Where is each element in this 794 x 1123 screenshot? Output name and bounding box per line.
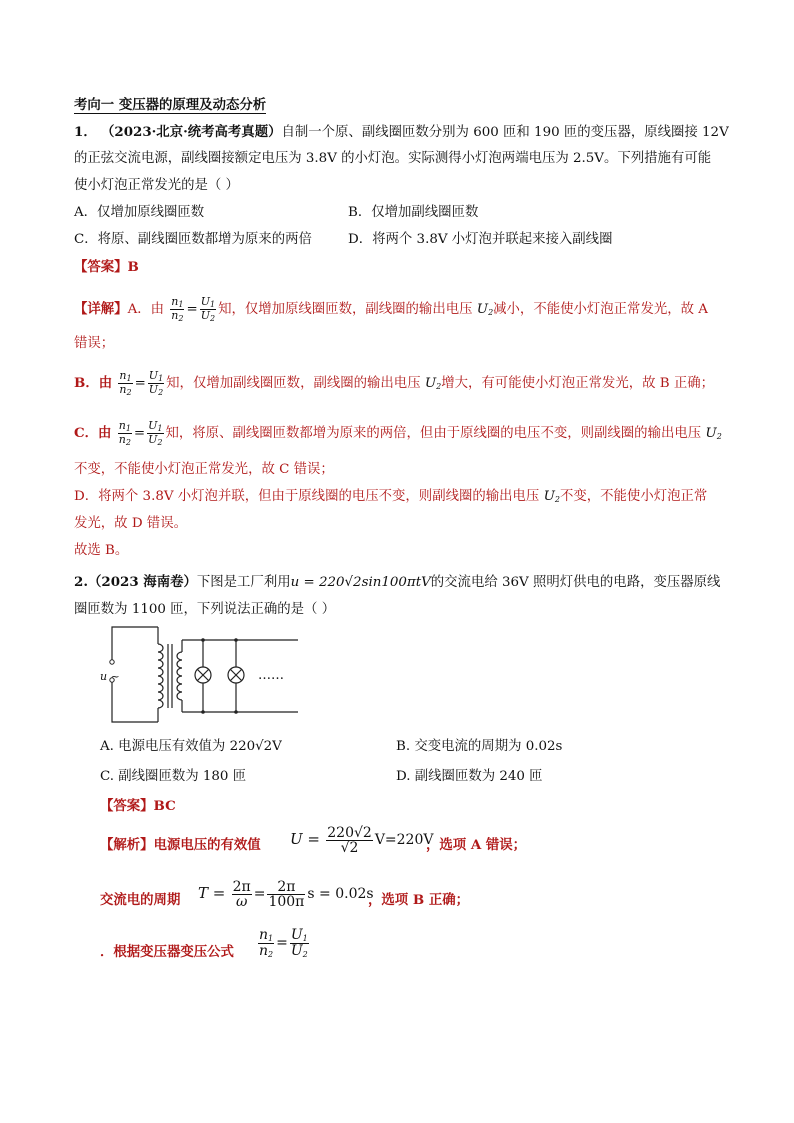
circuit-source-label: u ~: [100, 670, 120, 683]
q2-analysis-3: ．根据变压器变压公式: [100, 944, 234, 960]
q1-detail-a: 【详解】A．由 $\frac{n_1}{n_2}$ = $\frac{U_1}{U_2}$ 知，仅增加原线圈匝数，副线圈的输出电压 $U_2$减小，不能使小灯泡正常发光，故 A: [74, 295, 708, 323]
q1-detail-c-2: 不变，不能使小灯泡正常发光，故 C 错误；: [74, 462, 334, 477]
q2-answer: 【答案】BC: [100, 798, 176, 814]
q1-detail-d-2: 发光，故 D 错误。: [74, 516, 187, 531]
q1-stem-1: 自制一个原、副线圈匝数分别为 600 匝和 190 匝的变压器，原线圈接 12V: [281, 125, 729, 140]
q1-detail-d: D．将两个 3.8V 小灯泡并联，但由于原线圈的电压不变，则副线圈的输出电压 $U_2$不变，不能使小灯泡正常: [74, 489, 708, 504]
q1-detail-b: B．由 $\frac{n_1}{n_2}$ = $\frac{U_1}{U_2}$ 知，仅增加副线圈匝数，副线圈的输出电压 $U_2$增大，有可能使小灯泡正常发光，故 B 正确；: [74, 369, 715, 397]
q1-answer: 【答案】B: [74, 259, 139, 275]
q1-option-c: C．将原、副线圈匝数都增为原来的两倍: [74, 232, 312, 247]
q1-option-a: A．仅增加原线圈匝数: [74, 205, 205, 220]
q2-analysis-1-eq: U = $\frac{220√2}{√2}$ V=220V: [290, 825, 434, 856]
q1-option-b: B．仅增加副线圈匝数: [348, 205, 479, 220]
q2-option-c: C. 副线圈匝数为 180 匝: [100, 769, 247, 784]
q2-formula: u = 220√2sin100πtV: [290, 575, 431, 590]
q1-conclusion: 故选 B。: [74, 543, 129, 558]
q1-stem-2: 的正弦交流电源，副线圈接额定电压为 3.8V 的小灯泡。实际测得小灯泡两端电压为 2.5V。下列措施有可能: [74, 151, 712, 166]
q2-option-b: B. 交变电流的周期为 0.02s: [396, 739, 563, 754]
detail-tag: 【详解】: [74, 301, 128, 317]
q1-stem-3: 使小灯泡正常发光的是（ ）: [74, 178, 239, 193]
q2-analysis-3-eq: $\frac{n_1}{n_2}$ = $\frac{U_1}{U_2}$: [259, 927, 308, 959]
q2-analysis-2-eq: T = $\frac{2\pi}{\omega}$ = $\frac{2\pi}{100\pi}$ s = 0.02s: [198, 879, 374, 910]
ratio-fraction: $\frac{n_1}{n_2}$: [171, 295, 184, 323]
circuit-dots: ……: [258, 668, 284, 683]
q2-option-a: A. 电源电压有效值为 220√2V: [100, 739, 282, 754]
q2-analysis-2: 交流电的周期: [100, 892, 181, 908]
voltage-fraction: $\frac{U_1}{U_2}$: [200, 295, 216, 323]
q1-option-d: D．将两个 3.8V 小灯泡并联起来接入副线圈: [348, 232, 613, 247]
q1-number: 1．: [74, 124, 97, 140]
q2-stem-2: 圈匝数为 1100 匝，下列说法正确的是（ ）: [74, 602, 336, 617]
q1-line1: [74, 122, 729, 143]
q2-line1: 2.（2023 海南卷）下图是工厂利用u = 220√2sin100πtV的交流电给 36V 照明灯供电的电路，变压器原线: [74, 574, 721, 590]
q2-analysis-1: 【解析】电源电压的有效值: [100, 837, 261, 853]
q2-analysis-1-tail: ，选项 A 错误；: [426, 837, 527, 853]
q1-source: （2023·北京·统考高考真题）: [100, 124, 282, 140]
q2-analysis-2-tail: ，选项 B 正确；: [368, 892, 469, 908]
q2-option-d: D. 副线圈匝数为 240 匝: [396, 769, 543, 784]
section-title: 考向一 变压器的原理及动态分析: [74, 97, 267, 113]
q1-detail-a-2: 错误；: [74, 336, 115, 351]
q1-detail-c: C．由 $\frac{n_1}{n_2}$ = $\frac{U_1}{U_2}$ 知，将原、副线圈匝数都增为原来的两倍，但由于原线圈的电压不变，则副线圈的输出电压 $U_2$: [74, 419, 722, 447]
